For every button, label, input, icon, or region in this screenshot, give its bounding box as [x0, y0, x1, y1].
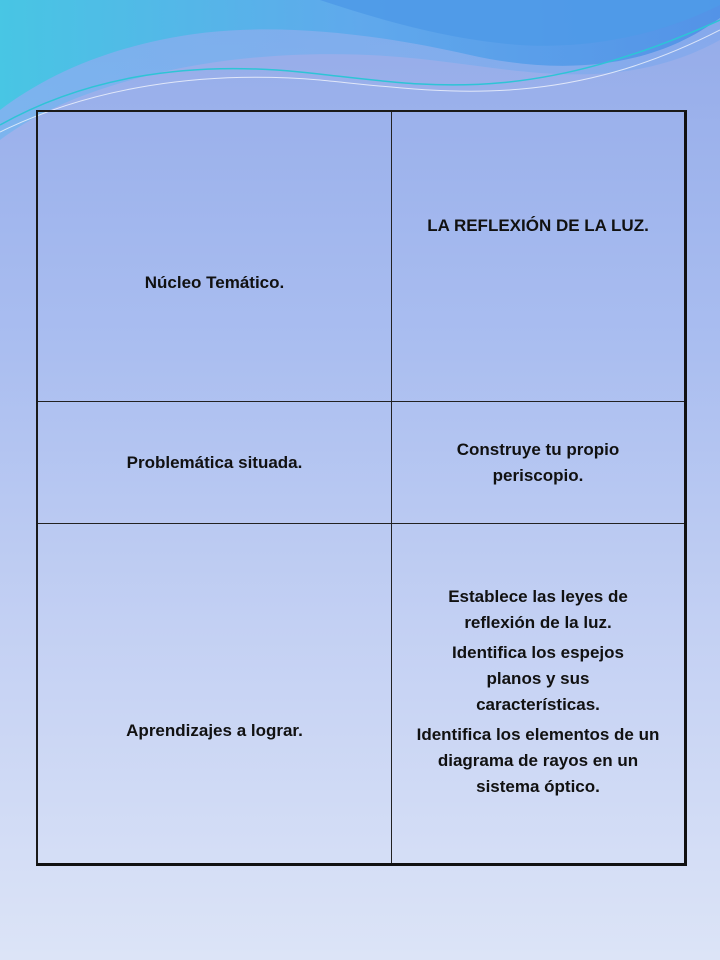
row-content-cell: [392, 402, 684, 523]
row-label: Aprendizajes a lograr.: [126, 720, 303, 740]
row-label-cell: [38, 402, 392, 523]
row-content-cell: [392, 112, 684, 401]
row-label-cell: [38, 112, 392, 401]
row-label-cell: [38, 524, 392, 863]
topic-title: LA REFLEXIÓN DE LA LUZ.: [427, 215, 649, 235]
row-label: Núcleo Temático.: [144, 272, 285, 292]
info-table: [36, 110, 687, 866]
learning-goal: Identifica los espejos planos y sus características.: [452, 642, 624, 714]
table-row: [38, 112, 684, 402]
problem-text: Construye tu propio periscopio.: [456, 439, 620, 485]
table-row: [38, 402, 684, 524]
row-content-cell: [392, 524, 684, 863]
row-label: Problemática situada.: [126, 452, 303, 472]
learning-goal: Identifica los elementos de un diagrama de rayos en un sistema óptico.: [416, 724, 660, 796]
table-row: [38, 524, 684, 863]
learning-goal: Establece las leyes de reflexión de la luz.: [448, 586, 628, 632]
